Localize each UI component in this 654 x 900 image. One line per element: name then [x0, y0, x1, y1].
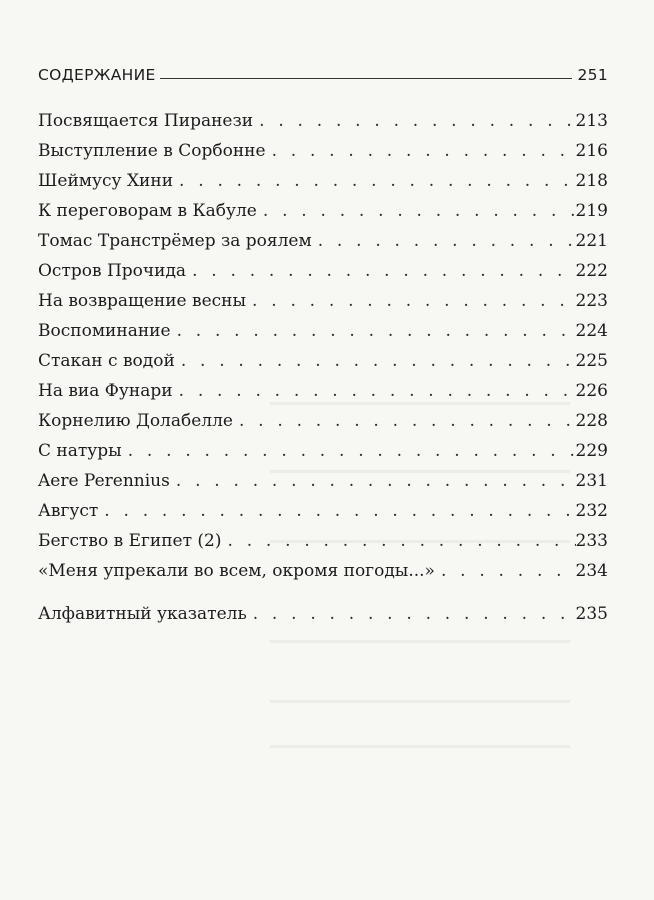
toc-entry [38, 466, 608, 496]
toc-entry-title: Посвящается Пиранези [38, 111, 254, 131]
toc-entry-title: Aere Perennius [38, 471, 170, 491]
toc-entry-page: 235 [575, 604, 608, 624]
dot-leader [192, 256, 575, 286]
toc-entry [38, 406, 608, 436]
toc-entry-page: 233 [575, 531, 608, 551]
dot-leader [253, 599, 576, 629]
toc-entry [38, 136, 608, 166]
toc-entry-page: 228 [575, 411, 608, 431]
toc-entry [38, 376, 608, 406]
dot-leader [263, 196, 576, 226]
toc-entry-page: 232 [575, 501, 608, 521]
table-of-contents [38, 106, 608, 629]
toc-entry-title: С натуры [38, 441, 122, 461]
dot-leader [318, 226, 576, 256]
dot-leader [181, 346, 576, 376]
toc-entry [38, 166, 608, 196]
toc-entry-page: 216 [575, 141, 608, 161]
dot-leader [176, 466, 576, 496]
show-through-line [270, 745, 570, 748]
toc-entry-page: 222 [575, 261, 608, 281]
dot-leader [177, 316, 576, 346]
toc-entry-title: Алфавитный указатель [38, 604, 247, 624]
dot-leader [179, 376, 576, 406]
running-head [38, 60, 608, 84]
toc-entry [38, 526, 608, 556]
toc-entry-title: Шеймусу Хини [38, 171, 174, 191]
page-number: 251 [577, 66, 608, 84]
toc-entry-page: 231 [575, 471, 608, 491]
toc-entry-title: «Меня упрекали во всем, окромя погоды...» [38, 561, 435, 581]
dot-leader [179, 166, 576, 196]
toc-entry-page: 224 [575, 321, 608, 341]
show-through-line [270, 700, 570, 703]
dot-leader [128, 436, 576, 466]
toc-entry [38, 256, 608, 286]
toc-entry-page: 225 [575, 351, 608, 371]
toc-entry-title: К переговорам в Кабуле [38, 201, 257, 221]
toc-entry-page: 219 [575, 201, 608, 221]
dot-leader [228, 526, 576, 556]
dot-leader [104, 496, 575, 526]
toc-entry-page: 223 [575, 291, 608, 311]
toc-entry-title: На виа Фунари [38, 381, 173, 401]
toc-entry [38, 226, 608, 256]
toc-entry-page: 218 [575, 171, 608, 191]
toc-entry-page: 226 [575, 381, 608, 401]
toc-entry [38, 436, 608, 466]
dot-leader [239, 406, 576, 436]
toc-entry [38, 196, 608, 226]
toc-entry-title: Корнелию Долабелле [38, 411, 233, 431]
toc-entry-title: Выступление в Сорбонне [38, 141, 266, 161]
toc-entry-page: 234 [575, 561, 608, 581]
toc-entry-title: Остров Прочида [38, 261, 187, 281]
toc-entry-index [38, 599, 608, 629]
toc-entry [38, 346, 608, 376]
dot-leader [272, 136, 576, 166]
dot-leader [259, 106, 575, 136]
toc-entry-title: Томас Транстрёмер за роялем [38, 231, 312, 251]
toc-entry [38, 316, 608, 346]
section-title: СОДЕРЖАНИЕ [38, 66, 156, 84]
toc-entry-title: Август [38, 501, 99, 521]
header-rule [160, 78, 572, 79]
toc-entry-title: Воспоминание [38, 321, 171, 341]
toc-entry-title: Стакан с водой [38, 351, 175, 371]
toc-entry [38, 556, 608, 586]
toc-entry-page: 221 [575, 231, 608, 251]
toc-entry-page: 229 [575, 441, 608, 461]
toc-entry-page: 213 [575, 111, 608, 131]
toc-entry [38, 106, 608, 136]
toc-entry-title: Бегство в Египет (2) [38, 531, 222, 551]
toc-entry [38, 496, 608, 526]
dot-leader [252, 286, 576, 316]
toc-entry-title: На возвращение весны [38, 291, 247, 311]
toc-entry [38, 286, 608, 316]
dot-leader [441, 556, 576, 586]
show-through-line [270, 640, 570, 643]
